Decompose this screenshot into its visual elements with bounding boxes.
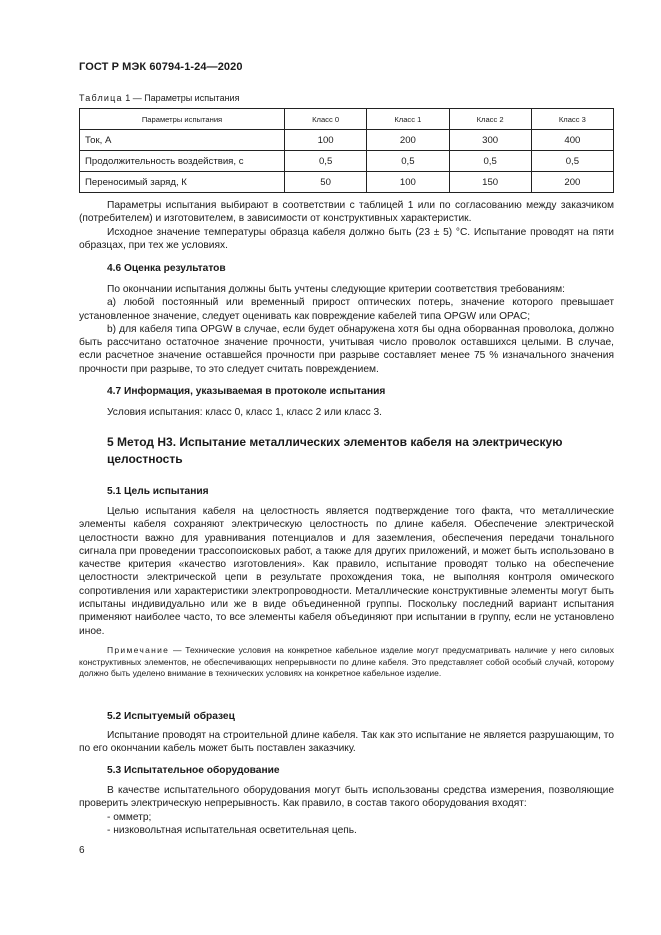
- paragraph: Условия испытания: класс 0, класс 1, класс 2 или класс 3.: [107, 407, 382, 418]
- table-cell: 300: [449, 130, 531, 151]
- paragraph: По окончании испытания должны быть учтены следующие критерии соответствия требованиям:: [107, 284, 565, 295]
- paragraph: Параметры испытания выбирают в соответствии с таблицей 1 или по согласованию между заказчиком (потребителем) и изготовителем, в зависимости от конструктивных характеристик.: [79, 200, 614, 225]
- column-header: Класс 2: [449, 109, 531, 130]
- section-heading-5-2: 5.2 Испытуемый образец: [107, 711, 235, 722]
- table-cell: Переносимый заряд, К: [80, 172, 285, 193]
- section-5-2-text: [79, 729, 614, 756]
- paragraph: Целью испытания кабеля на целостность является подтверждение того факта, что металлические элементы кабеля сохраняют электрическую целостность по длине кабеля. Обеспечение электрической целостности важно для уравнивания потенциалов и для заземления, обеспечения передачи тонального сигнала при проведении трассопоисковых работ, а также для других приложений, и может быть использовано в качестве критерия «качество изготовления». Как правило, испытание проводят только на обеспечение целостности электрической цепи в результате прохождения тока, не выполняя контроля омического сопротивления или характеристики электропроводности. Металлические конструктивные элементы могут быть испытаны индивидуально или же в виде объединенной группы. Поскольку последний вариант испытания применяют наиболее часто, то все элементы кабеля объединяют при испытании в группу, если не установлено иное.: [79, 506, 614, 637]
- section-heading-5-3: 5.3 Испытательное оборудование: [107, 765, 280, 776]
- column-header: Класс 0: [285, 109, 367, 130]
- column-header: Параметры испытания: [80, 109, 285, 130]
- note-text: — Технические условия на конкретное кабельное изделие могут предусматривать наличие у него силовых конструктивных элементов, не обеспечивающих непрерывности по длине кабеля. Это представляет собой особый случай, которому должно быть уделено внимание в технических условиях на конкретное кабельное изделие.: [79, 645, 614, 678]
- table-cell: 0,5: [531, 151, 613, 172]
- column-header: Класс 1: [367, 109, 449, 130]
- table-cell: 100: [367, 172, 449, 193]
- table-cell: 150: [449, 172, 531, 193]
- paragraph: b) для кабеля типа OPGW в случае, если будет обнаружена хотя бы одна оборванная проволока, должно быть рассчитано остаточное значение прочности, учитывая число проволок оставшихся целыми. В случае, если расчетное значение оставшейся прочности при разрыве составляет менее 75 % изначального значения прочности при разрыве, то это следует считать повреждением.: [79, 323, 614, 375]
- table-cell: Ток, А: [80, 130, 285, 151]
- note-label: Примечание: [107, 645, 170, 655]
- table-cell: 50: [285, 172, 367, 193]
- section-heading-5: 5 Метод Н3. Испытание металлических элементов кабеля на электрическую целостность: [107, 435, 563, 466]
- section-4-7-text: [79, 406, 614, 419]
- table-header-row: [80, 109, 614, 130]
- note-block: [79, 645, 614, 680]
- table-cell: 100: [285, 130, 367, 151]
- section-5-1-text: [79, 505, 614, 638]
- section-4-6-text: [79, 283, 614, 376]
- table-cell: 0,5: [285, 151, 367, 172]
- table-row: [80, 151, 614, 172]
- equipment-list: [107, 811, 357, 838]
- page-number: 6: [79, 845, 85, 856]
- list-item: - низковольтная испытательная осветительная цепь.: [107, 825, 357, 837]
- table-cell: 0,5: [367, 151, 449, 172]
- table-notes-text: [79, 199, 614, 252]
- table-caption-prefix: Таблица: [79, 93, 123, 103]
- table-cell: 0,5: [449, 151, 531, 172]
- document-header: ГОСТ Р МЭК 60794-1-24—2020: [79, 61, 243, 73]
- table-row: [80, 130, 614, 151]
- table-row: [80, 172, 614, 193]
- paragraph: a) любой постоянный или временный прирост оптических потерь, значение которого превышает установленное значение, следует оценивать как повреждение кабелей типа OPGW или OPAC;: [79, 297, 614, 322]
- table-cell: Продолжительность воздействия, с: [80, 151, 285, 172]
- column-header: Класс 3: [531, 109, 613, 130]
- table-caption: [79, 93, 239, 103]
- table-cell: 200: [531, 172, 613, 193]
- section-5-3-text: [79, 784, 614, 811]
- section-heading-4-6: 4.6 Оценка результатов: [107, 263, 226, 274]
- paragraph: Испытание проводят на строительной длине кабеля. Так как это испытание не является разрушающим, то по его окончании кабель может быть поставлен заказчику.: [79, 730, 614, 755]
- paragraph: Исходное значение температуры образца кабеля должно быть (23 ± 5) °С. Испытание проводят на пяти образцах, при тех же условиях.: [79, 226, 614, 251]
- table-cell: 400: [531, 130, 613, 151]
- section-heading-4-7: 4.7 Информация, указываемая в протоколе испытания: [107, 386, 386, 397]
- paragraph: В качестве испытательного оборудования могут быть использованы средства измерения, позволяющие проверить электрическую непрерывность. Как правило, в состав такого оборудования входят:: [79, 785, 614, 810]
- parameters-table: [79, 108, 614, 193]
- section-heading-5-1: 5.1 Цель испытания: [107, 486, 209, 497]
- table-caption-text: 1 — Параметры испытания: [122, 93, 240, 103]
- table-cell: 200: [367, 130, 449, 151]
- list-item: - омметр;: [107, 812, 152, 823]
